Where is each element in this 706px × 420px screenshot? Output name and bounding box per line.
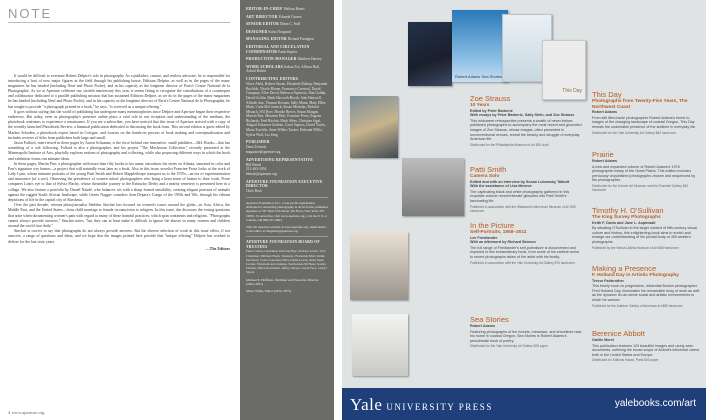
listing-distribution: Distributed for the Yale University Art Gallery $65 hardcover [592, 130, 677, 135]
book-cover-this-day [542, 40, 586, 100]
listing-distribution: Published by the Nelson-Atkins Museum of Art $65 hardcover [592, 245, 679, 250]
staff-role: EDITORIAL AND CIRCULATION COORDINATOR [246, 44, 310, 54]
listing-description: This publication features 120 beautiful images and rarely seen documents, outlining the broad scope of Abbott's influential career both in the United States and Europe. [592, 343, 700, 357]
trustees-block [246, 240, 328, 274]
listing-author: Gaëlle Morel [592, 338, 614, 342]
staff-entry [246, 45, 328, 54]
masthead [240, 0, 334, 420]
listing-author: Edited and with an interview by Susan Lubowsky Talbott [470, 179, 570, 184]
listing-title: Timothy H. O'Sullivan [592, 206, 664, 215]
staff-entry [246, 15, 328, 20]
listing-description: A new and expanded volume of Robert Adams's 1978 photographic essay of the Great Plains. This edition includes previously unpublished photographs chosen and sequenced by the photographer. [592, 164, 696, 183]
staff-role: PRODUCTION MANAGER [246, 57, 297, 62]
listing-title: Zoe Strauss [470, 94, 511, 103]
note-paragraph: Sinclair is correct to say that photographs do not always provide answers. But the diverse selection of work in this issue offers, if not answers, a range of questions and ideas, and we hope that the images printed here provide that "unique offering" Delpire has worked to deliver for the last sixty years. [8, 229, 230, 244]
yale-logo[interactable] [350, 395, 493, 415]
listing-description: This midcareer retrospective presents a wealth of never-before-published photographs to accompany the most recent and grounded images of Zoe Strauss, whose images, often presented in unconventional venues, reveal the beauty and struggle of everyday American life. [470, 118, 582, 142]
masthead-divider [246, 236, 328, 237]
listing-subtitle: The King Survey Photographs [592, 215, 661, 220]
note-paragraph: Jason Fulford, interviewed in these pages by Aaron Schuman, is the force behind one innovative, small publisher—J&L Books—that has something of a cult following. Fulford is also a photographer, and his project "The Mushroom Collection," recently presented at the Minneapolis Institute of Arts, playfully explores notions of photography and collecting, while also proposing different ways in which the book and exhibition forms can animate ideas. [8, 141, 230, 161]
book-cover-label: This Day [562, 88, 582, 94]
staff-entry [246, 7, 328, 12]
advertising-heading: ADVERTISING REPRESENTATIVE [246, 157, 314, 162]
listing-making-a-presence[interactable] [592, 265, 700, 308]
advertising-block [246, 158, 328, 177]
advertising-email[interactable]: bbeach@aperture.org [246, 172, 277, 176]
yale-advertisement [342, 0, 706, 420]
listing-distribution: Distributed for the Yale University Art Gallery $28 paper [470, 344, 549, 349]
publisher-heading: PUBLISHER [246, 140, 270, 145]
foundation-block [246, 180, 328, 194]
staff-entry [246, 65, 328, 74]
listing-subtitle: 10 Years [470, 103, 490, 108]
yale-footer [342, 388, 706, 420]
book-thumb-waking-a-presence [352, 314, 408, 376]
book-thumb-patti-smith [402, 158, 464, 216]
note-body [8, 74, 230, 251]
listing-distribution: Distributed for the Denver Art Museum and the Fraenkel Gallery $40 hardcover [592, 183, 689, 192]
listing-author-note: With the assistance of Lisa Monroe [470, 184, 532, 189]
page-folio: 4 www.aperture.org [8, 410, 45, 415]
listing-title: In the Picture [470, 221, 515, 230]
listing-description: By situating O'Sullivan in the larger context of fifth-century visual culture and history, this enlightening book aims to enrich and enlarge our understanding of his pivotal body of 450 western photographs. [592, 226, 697, 244]
book-cover-sea-stories [452, 10, 508, 82]
listing-title: Berenice Abbott [592, 329, 645, 338]
staff-role: SENIOR EDITOR [246, 22, 280, 27]
staff-role: WORK SCHOLARS [246, 64, 283, 69]
listing-description: The captivating black and white photography gathered in this exquisite volume reveal intimate glimpses into Patti Smith's fascinating life. [470, 189, 570, 203]
contributing-names: Vince Aletti, Robert Atwan, Elizabeth Bishop, Benjamin Buchloh, Nicole Bloom, Francesco Carnival, David Campany, Alice Dowd, Rebecca Fujimoto, Nan Goldin, David Griffin, Mark Haworth-Booth, John Hartwell, Alfredo Jaar, Thomas Keenan, Sally Mann, Mary Ellen Mark, Carla McCormick, Susan Meiselas, Richard Misrach, Wil Dyer, Brooke Bierce, Susan Morgan, Marvin Parr, Maureen Petit, Francine Prose, Eugene Richards, Fred Ritchin, Mark Sikes, Christian Sigal, Abigail Solomon-Godeau, Carol Squiers, David Travis, Marta Tsachlis, Anne Wilkes Tucker, Deborah Willis, Sylvia Wolf, Liz Zeng [246, 82, 328, 137]
staff-entry [246, 30, 328, 35]
staff-role: ART DIRECTOR [246, 14, 278, 19]
staff-role: DESIGNER [246, 29, 268, 34]
book-thumb-zoe-strauss [350, 96, 398, 158]
listing-this-day[interactable] [592, 91, 700, 135]
listing-subtitle: F. Holland Day in Artistic Photography [592, 273, 679, 278]
about-text: Aperture Foundation, Inc., a non-profit organization dedicated to advancing photography in all its forms, publishes Aperture at 547 West 27th Street, 4th Floor, New York, NY 10001. To subscribe, visit www.aperture.org, or in the U.S. or Canada, call 866-457-4603. [246, 200, 328, 222]
yale-url-link[interactable]: yalebooks.com/art [614, 398, 696, 409]
listing-zoe-strauss[interactable] [470, 95, 582, 147]
note-paragraph: In these pages, Martin Parr, a photographer with more than fifty books to his name, introduces his series on Atlanta, saturated in color and Parr's signature wry humor—a project that will naturally exist later as a book. Also in this issue, novelist Francine Prose looks at the work of Lady Lynn, whose intimate portraits of the young Patti Smith and Robert Mapplethorpe transport us to the 1970s—an era of experimentation and innocence (of a sort). Observing the prevalence of women artists' photographers who bring a keen sense of humor to their work, Prose compares Linn's eye to that of Sylvia Plachy, whose dreamlike journey to the Kentucky Derby and a nearby cemetery is presented here in a collage. We also feature a portfolio by Daniel Naudé, who balances wit with a sharp formal sensibility, creating elegant portraits of animals against the rugged South African landscape, while Gerrie Nagger considers Jean Depara's Congo of the 1950s and '60s, through his vibrant depictions of life in the capital city of Kinshasa. [8, 162, 230, 202]
listing-author: Trevor Fairbrother [592, 278, 624, 283]
listing-subtitle: Photographs from Twenty-Five Years, The Northwest Coast [592, 99, 688, 110]
foundation-heading: APERTURE FOUNDATION EXECUTIVE DIRECTOR [246, 179, 323, 189]
about-text-2: Visit the Aperture website at www.aperture.org, email letters to the editor at magazine@aperture.org. [246, 224, 326, 234]
listing-subtitle: Camera Solo [470, 174, 500, 179]
book-thumb-in-the-picture [350, 232, 408, 300]
staff-entry [246, 37, 328, 42]
listing-author: Edited by Peter Barberie [470, 108, 513, 113]
staff-entry [246, 22, 328, 27]
listing-author-note: With an afterword by Richard Benson [470, 240, 536, 245]
listing-distribution: Distributed for the Philadelphia Museum of Art $50 cloth [470, 142, 549, 147]
staff-entry [246, 57, 328, 62]
staff-name: Melissa Harris [283, 7, 305, 11]
listing-title: This Day [592, 90, 622, 99]
note-title: NOTE [8, 6, 53, 21]
listing-title: Making a Presence [592, 264, 657, 273]
listing-author: Robert Adams [470, 324, 496, 328]
staff-name: Diana C. Stoll [279, 22, 301, 27]
listing-author: Lee Friedlander [470, 235, 498, 240]
listing-description: Featuring photographs of the forests, meadows, and shorelines near his home in coastal Oregon, Sea Stories is Robert Adams's penultimate book of poetry. [470, 329, 582, 343]
honorary-line: Michael E. Hoffman, Publisher and Executive Director (1964–2001) [246, 277, 319, 286]
staff-name: Richard Farington [287, 37, 314, 42]
publisher-email[interactable]: magazine@aperture.org [246, 150, 281, 155]
listing-author: Robert Adams [592, 110, 618, 115]
founder-line: Minor White, Editor (1952–1975) [246, 289, 291, 294]
note-divider [8, 22, 230, 23]
note-paragraph: It goes without saying that the world of publishing has undergone many metamorphoses since Delpire and Aperture began their respective endeavors. But today, even as photography's presence online plays a vital role in our reception and understanding of the medium, the photobook continues to experience a renaissance. If you are a subscriber, you have noticed that this issue of Aperture arrived with a copy of the recently launched Photobook Review, a biannual publication dedicated to discussing the book form. This second edition is guest edited by Markus Schaden, a photobook expert based in Cologne, and focuses on the hands-on process of book making and conceptualization and includes reviews of titles from publishers both large and small. [8, 110, 230, 140]
staff-role: EDITOR-IN-CHIEF [246, 7, 283, 11]
listing-author: Robert Adams [592, 159, 618, 163]
listing-sea-stories[interactable] [470, 316, 582, 348]
note-signature: —The Editors [205, 245, 230, 251]
yale-brand: Yale [350, 395, 383, 414]
staff-name: Paula Kupfer [278, 49, 298, 54]
listing-patti-smith[interactable] [470, 166, 582, 213]
listing-description: This timely book on progressive, influential Boston photographer Fred Holland Day, illuminates his remarkable body of work as well as the dynamic fin-de-siècle social and artistic environments in which he worked. [592, 284, 700, 302]
staff-name: Kristi Norgaard [268, 29, 291, 34]
listing-osullivan[interactable] [592, 207, 700, 250]
trustees-heading: APERTURE FOUNDATION BOARD OF TRUSTEES [246, 240, 320, 249]
listing-author-note: With essays by Peter Barberie, Sally Stein, and Zoe Strauss [470, 113, 575, 118]
listing-prairie[interactable] [592, 151, 700, 192]
contributing-heading: CONTRIBUTING EDITORS [246, 76, 299, 81]
listing-in-the-picture[interactable] [470, 222, 582, 265]
trustees-names: Peter Corbin, Chairman; Dawoud Bey; Andrew Lewin, Vice Chairman; Michael Hoeh, Treasurer; Frederick M.R. Smith, Secretary; Celso Gonzalez-Falla, Diane Lewin, Anne Stark Locher, Elizabeth Ann Kahane, Sarah Anne McNear, Sondra Gilman, Helen Kornblum, Jeffrey Meyer, Linda Pace, Cheryl Saxon [246, 249, 327, 275]
publisher-block [246, 140, 328, 154]
listing-description: The full range of Friedlander's self-portraiture is documented and explored in this extraordinary book, from some of his earliest works to recent photographs taken of the artist with his family. [470, 245, 580, 259]
listing-subtitle: Self-Portraits, 1958–2011 [470, 230, 527, 235]
listing-berenice-abbott[interactable] [592, 330, 700, 362]
publisher-name: Dana Triwush [246, 145, 267, 150]
advertising-name: Bill Beach [246, 162, 262, 167]
yale-brand-sub: UNIVERSITY PRESS [386, 402, 493, 412]
book-cover-image [408, 22, 452, 86]
masthead-divider [246, 197, 328, 198]
listing-title: Patti Smith [470, 165, 507, 174]
listing-title: Prairie [592, 150, 614, 159]
contributing-editors [246, 77, 328, 137]
listing-description: From still lifes inside photographer Robert Adams's home to images of the changing landscape of coastal Oregon, This Day reveals the undeniable presence of the sublime in everyday life. [592, 115, 696, 129]
staff-role: MANAGING EDITOR [246, 37, 287, 42]
listing-distribution: Published in association with the Yale University Art Gallery $75 hardcover [470, 260, 575, 265]
editors-note [0, 0, 236, 420]
staff-name: Yolanda Cuomo [278, 14, 302, 19]
listing-distribution: Published in association with the Wadsworth Atheneum Museum of Art $35 hardcover [470, 204, 576, 213]
listing-distribution: Published for the Addison Gallery of American Art $55 hardcover [592, 303, 683, 308]
advertising-phone: 212-463-1054 [246, 167, 267, 172]
listing-distribution: Distributed for Editions Hazan, Paris $45 paper [592, 358, 659, 363]
book-cover-label: Robert Adams Sea Stories [455, 74, 503, 79]
note-paragraph: It would be difficult to overstate Robert Delpire's role in photography. As a publisher, curator, and restless advocate, he is responsible for introducing a host of now major figures in the field through his publishing house, Editions Delpire, as well as in the pages of the many magazines he has headed (including Neuf and Photo Poche), and in his capacity as the longtime director of Paris's Centre National de la Photographie. As we at Aperture celebrate our sixtieth anniversary this year, it seems fitting to recognize the contributions of a counterpart and collaborator dedicated to a parallel publishing mission that has sustained Editions Delpire, as we do in the pages of the many magazines he has headed (including Neuf and Photo Poche), and in his capacity as the longtime director of Paris's Centre National de la Photographie, he has sought to provide "a photograph printed in a book," he says, "is received as a unique offering." [8, 74, 230, 109]
listing-author: Keith F. Davis and Jane L. Aspinwall [592, 220, 656, 225]
foundation-director: Chris Boot [246, 189, 262, 194]
staff-name: Joshua Tso, Allison Hall, Ashraf Hafnir [246, 64, 320, 74]
staff-name: Matthew Harvey [297, 57, 322, 62]
note-paragraph: Over the past decade, veteran photojournalist Sheldon Sinclair has focused on women's issues around the globe—in Asia, Africa, the Middle East, and the United States—from child marriage to female circumcision to refugees. In this issue, she discusses the vexing questions that arise when documenting women's pain with regard to many of these harmful practices, which span continents and religions. "Photographs cannot always provide answers," Sinclair notes, "but they can at least make it difficult to ignore the abuses so many women and children around the world face daily." [8, 203, 230, 228]
listing-title: Sea Stories [470, 315, 509, 324]
